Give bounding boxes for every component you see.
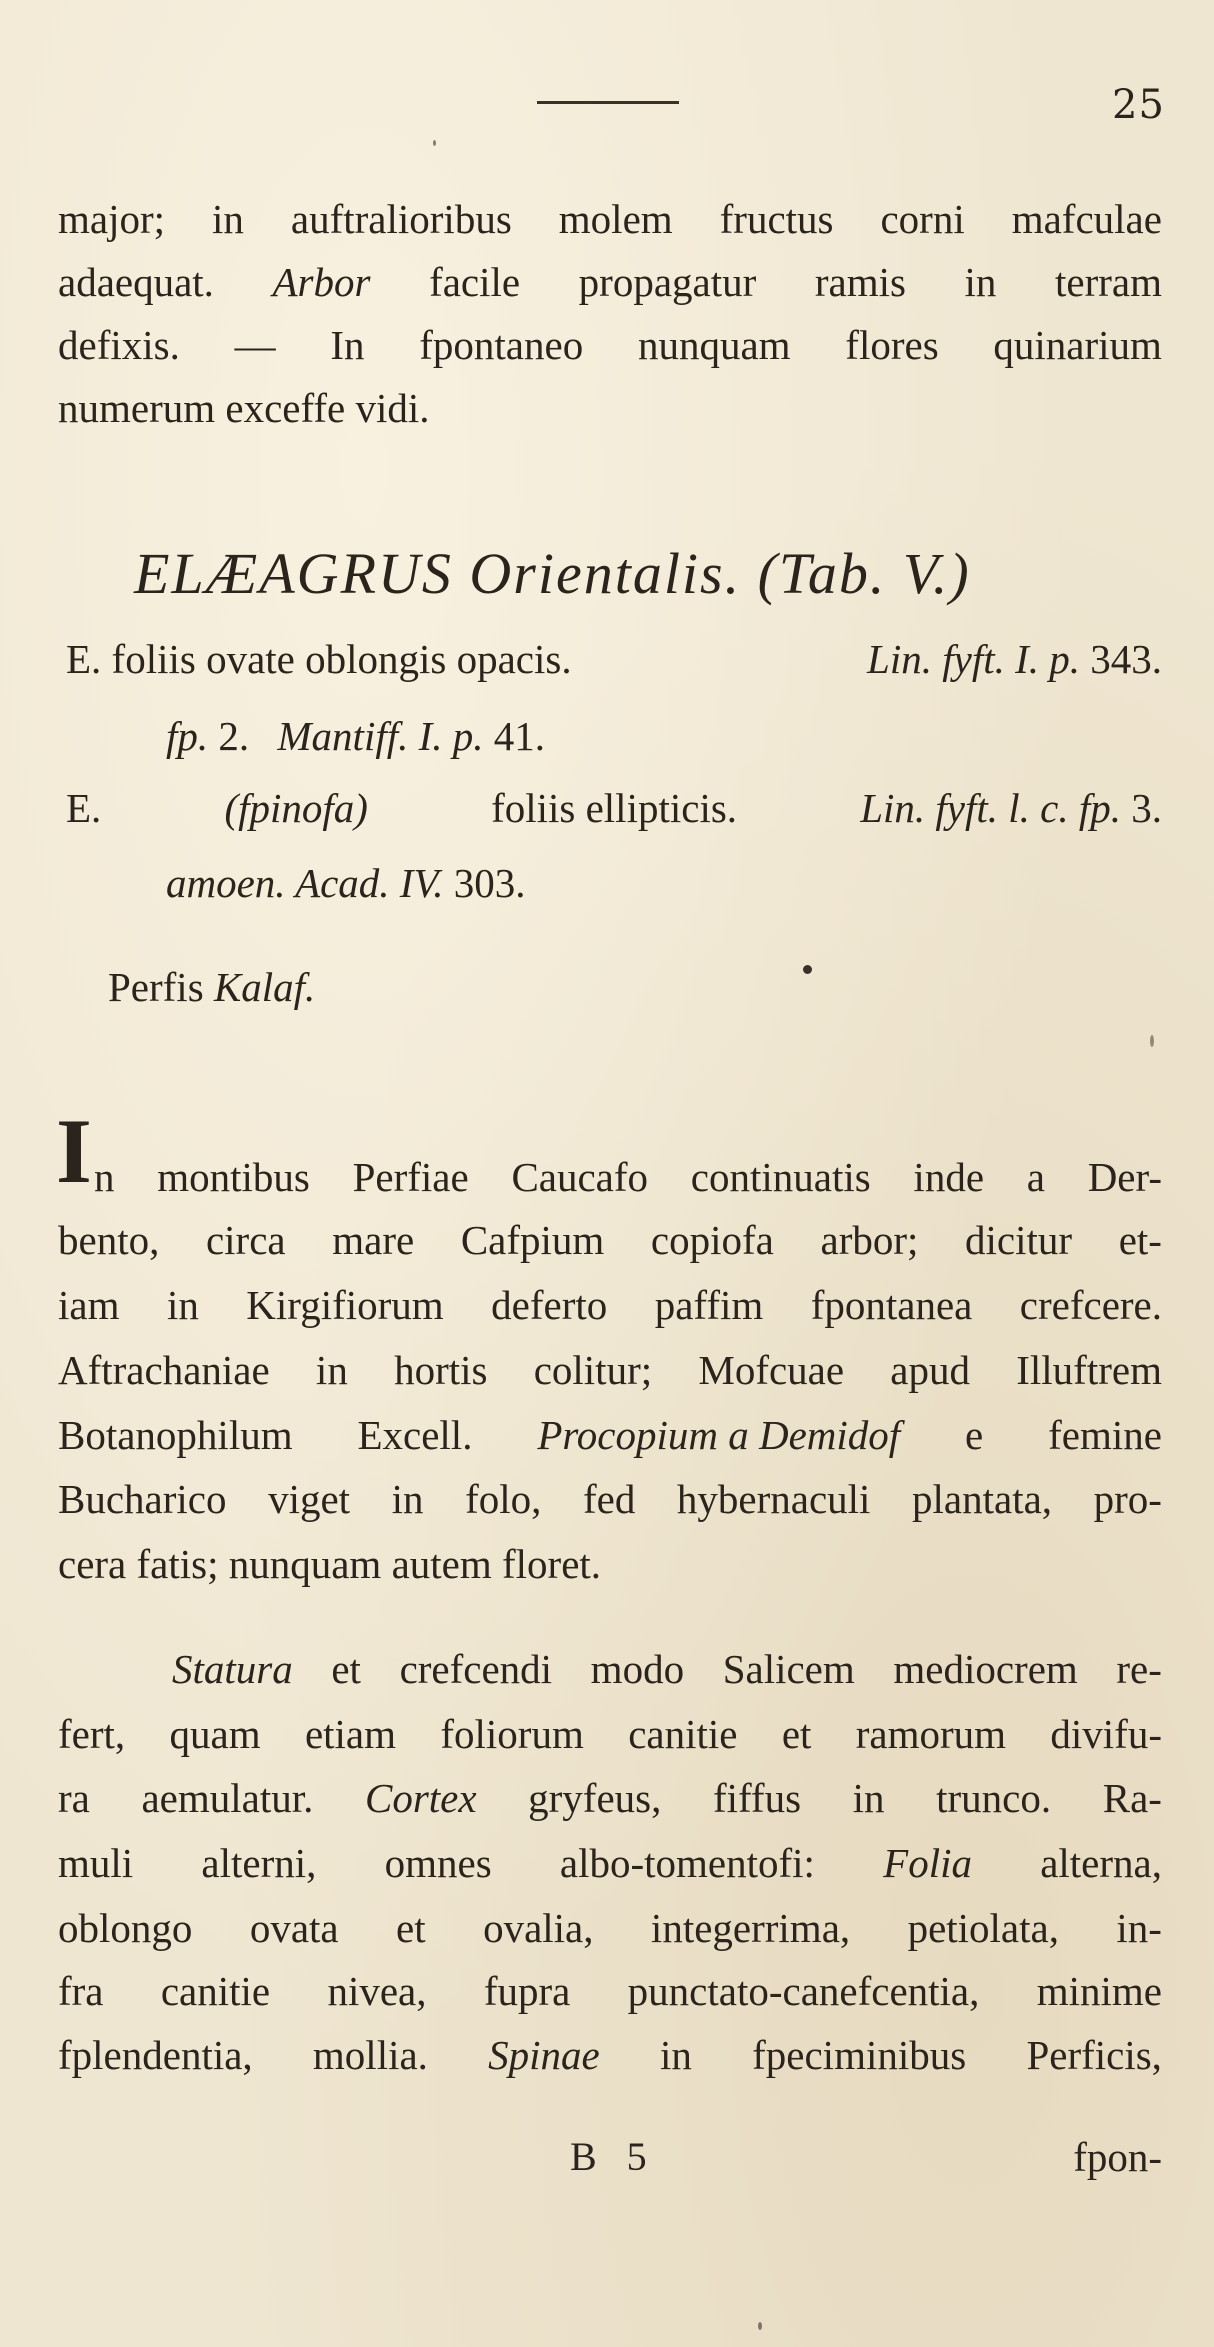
- intro-line-3: defixis. — In fpontaneo nunquam flores quinarium: [58, 322, 1162, 368]
- paragraph-2-line-3: ra aemulatur. Cortex gryfeus, fiffus in trunco. Ra-: [58, 1775, 1162, 1821]
- ink-speck: [758, 2322, 762, 2330]
- drop-cap: I: [56, 1100, 92, 1202]
- paragraph-2-line-1: Statura et crefcendi modo Salicem mediocrem re-: [172, 1646, 1162, 1692]
- paragraph-2-line-5: oblongo ovata et ovalia, integerrima, petiolata, in-: [58, 1905, 1162, 1951]
- paragraph-1-line-3: iam in Kirgifiorum deferto paffim fpontanea crefcere.: [58, 1282, 1162, 1328]
- catchword: fpon-: [1073, 2134, 1162, 2180]
- ink-speck: [433, 140, 436, 146]
- synonym-line-2b: amoen. Acad. IV. 303.: [166, 860, 526, 906]
- paragraph-1-line-5: Botanophilum Excell. Procopium a Demidof e femine: [58, 1412, 1162, 1458]
- header-rule: [537, 101, 679, 104]
- signature-mark: B 5: [570, 2134, 657, 2179]
- page-number: 25: [1112, 82, 1165, 128]
- paragraph-2-line-4: muli alterni, omnes albo-tomentofi: Folia alterna,: [58, 1840, 1162, 1886]
- synonym-line-1b: fp. 2. Mantiff. I. p. 41.: [166, 713, 546, 759]
- paragraph-1-line-7: cera fatis; nunquam autem floret.: [58, 1541, 602, 1587]
- persian-name-line: Perfis Kalaf.: [108, 964, 316, 1010]
- synonym-line-2: E. (fpinofa) foliis ellipticis. Lin. fyft. l. c. fp. 3.: [66, 785, 1162, 831]
- paragraph-2-line-6: fra canitie nivea, fupra punctato-canefcentia, minime: [58, 1968, 1162, 2014]
- species-title: ELÆAGRUS Orientalis. (Tab. V.): [134, 541, 971, 606]
- ink-speck: [803, 965, 812, 974]
- paragraph-2-line-7: fplendentia, mollia. Spinae in fpeciminibus Perficis,: [58, 2032, 1162, 2078]
- intro-line-1: major; in auftralioribus molem fructus corni mafculae: [58, 196, 1162, 242]
- paragraph-1-line-4: Aftrachaniae in hortis colitur; Mofcuae apud Illuftrem: [58, 1347, 1162, 1393]
- paragraph-1-line-2: bento, circa mare Cafpium copiofa arbor; dicitur et-: [58, 1217, 1162, 1263]
- paragraph-2-line-2: fert, quam etiam foliorum canitie et ramorum divifu-: [58, 1711, 1162, 1757]
- paragraph-1-line-6: Bucharico viget in folo, fed hybernaculi plantata, pro-: [58, 1476, 1162, 1522]
- synonym-line-1: E. foliis ovate oblongis opacis. Lin. fyft. I. p. 343.: [66, 636, 1162, 682]
- ink-speck: [1150, 1035, 1154, 1047]
- intro-line-4: numerum exceffe vidi.: [58, 385, 430, 431]
- paragraph-1-line-1: n montibus Perfiae Caucafo continuatis inde a Der-: [94, 1154, 1162, 1200]
- intro-line-2: adaequat. Arbor facile propagatur ramis in terram: [58, 259, 1162, 305]
